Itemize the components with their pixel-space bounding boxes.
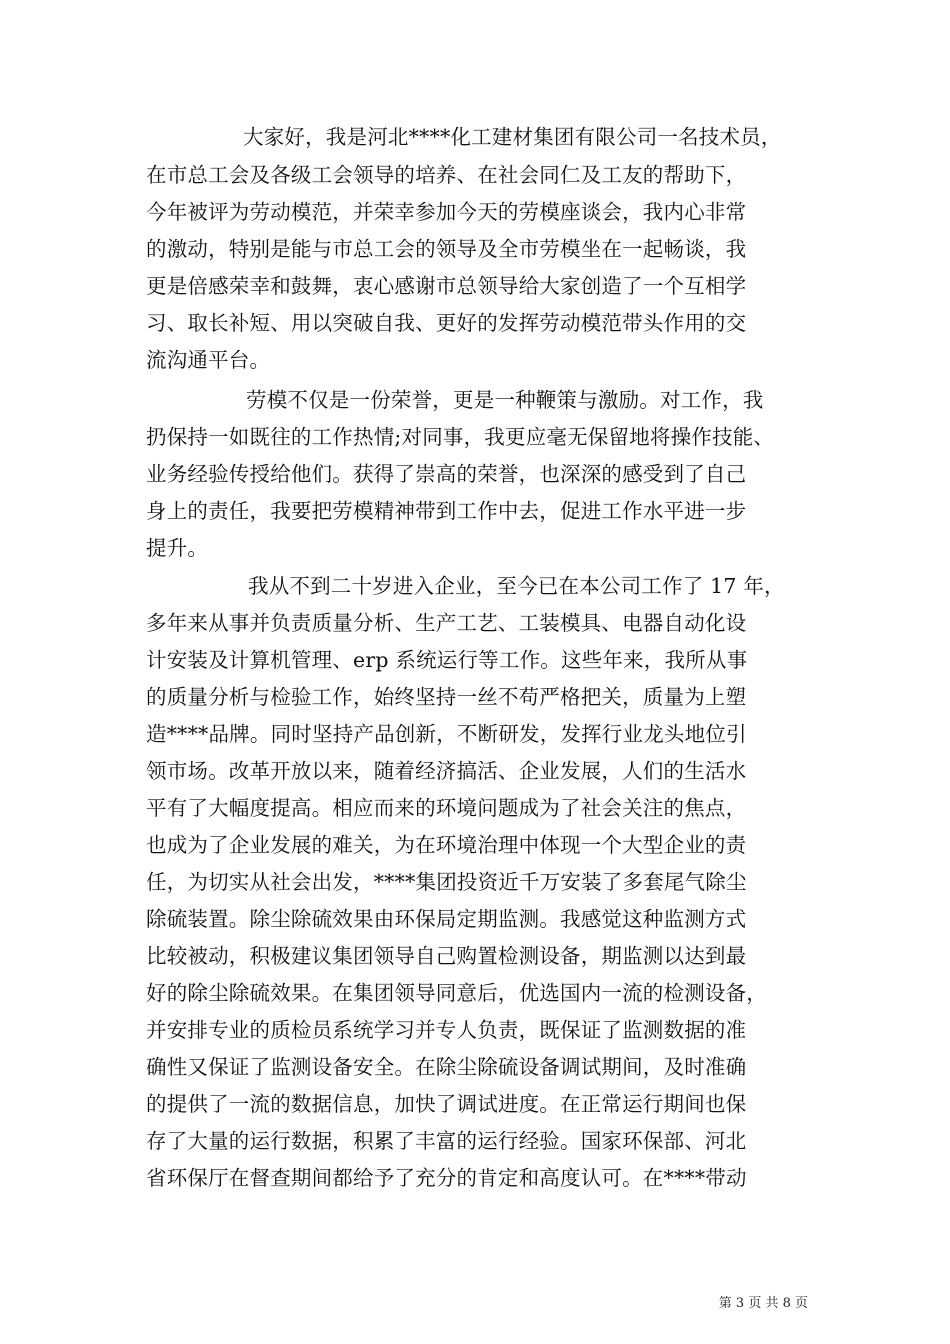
paragraph-1-line-2: 在市总工会及各级工会领导的培养、在社会同仁及工友的帮助下， [146,163,747,187]
paragraph-1-line-4: 的激动，特别是能与市总工会的领导及全市劳模坐在一起畅谈，我 [146,237,747,261]
paragraph-3-line-5: 造****品牌。同时坚持产品创新，不断研发，发挥行业龙头地位引 [146,722,747,746]
paragraph-3-line-15: 的提供了一流的数据信息，加快了调试进度。在正常运行期间也保 [146,1092,747,1116]
paragraph-2-line-5: 提升。 [146,536,209,560]
paragraph-3-line-7: 平有了大幅度提高。相应而来的环境问题成为了社会关注的焦点， [146,796,747,820]
paragraph-1-line-6: 习、取长补短、用以突破自我、更好的发挥劳动模范带头作用的交 [146,311,747,335]
paragraph-3-line-10: 除硫装置。除尘除硫效果由环保局定期监测。我感觉这种监测方式 [146,907,747,931]
paragraph-3-line-2: 多年来从事并负责质量分析、生产工艺、工装模具、电器自动化设 [146,611,747,635]
paragraph-3-line-17: 省环保厅在督查期间都给予了充分的肯定和高度认可。在****带动 [146,1166,747,1190]
paragraph-2-line-4: 身上的责任，我要把劳模精神带到工作中去，促进工作水平进一步 [146,499,747,523]
paragraph-3-line-6: 领市场。改革开放以来，随着经济搞活、企业发展，人们的生活水 [146,759,747,783]
paragraph-2-line-3: 业务经验传授给他们。获得了崇高的荣誉，也深深的感受到了自己 [146,462,747,486]
paragraph-3-line-12: 好的除尘除硫效果。在集团领导同意后，优选国内一流的检测设备， [146,981,767,1005]
paragraph-1-line-3: 今年被评为劳动模范，并荣幸参加今天的劳模座谈会，我内心非常 [146,200,747,224]
paragraph-3-line-3: 计安装及计算机管理、erp 系统运行等工作。这些年来，我所从事 [146,648,748,672]
paragraph-1-line-1: 大家好，我是河北****化工建材集团有限公司一名技术员， [243,125,782,149]
paragraph-1-line-5: 更是倍感荣幸和鼓舞，衷心感谢市总领导给大家创造了一个互相学 [146,274,747,298]
page-number-footer: 第 3 页 共 8 页 [718,1296,808,1311]
paragraph-1-line-7: 流沟通平台。 [146,348,271,372]
paragraph-3-line-9: 任，为切实从社会出发，****集团投资近千万安装了多套尾气除尘 [146,870,747,894]
paragraph-3-line-14: 确性又保证了监测设备安全。在除尘除硫设备调试期间，及时准确 [146,1055,747,1079]
paragraph-3-line-1: 我从不到二十岁进入企业，至今已在本公司工作了 17 年， [248,574,785,598]
paragraph-2-line-1: 劳模不仅是一份荣誉，更是一种鞭策与激励。对工作，我 [246,388,764,412]
paragraph-3-line-8: 也成为了企业发展的难关，为在环境治理中体现一个大型企业的责 [146,833,747,857]
paragraph-3-line-16: 存了大量的运行数据，积累了丰富的运行经验。国家环保部、河北 [146,1129,747,1153]
paragraph-2-line-2: 扔保持一如既往的工作热情;对同事，我更应毫无保留地将操作技能、 [146,425,775,449]
paragraph-3-line-13: 并安排专业的质检员系统学习并专人负责，既保证了监测数据的准 [146,1018,747,1042]
paragraph-3-line-4: 的质量分析与检验工作，始终坚持一丝不苟严格把关，质量为上塑 [146,685,747,709]
paragraph-3-line-11: 比较被动，积极建议集团领导自己购置检测设备，期监测以达到最 [146,944,747,968]
